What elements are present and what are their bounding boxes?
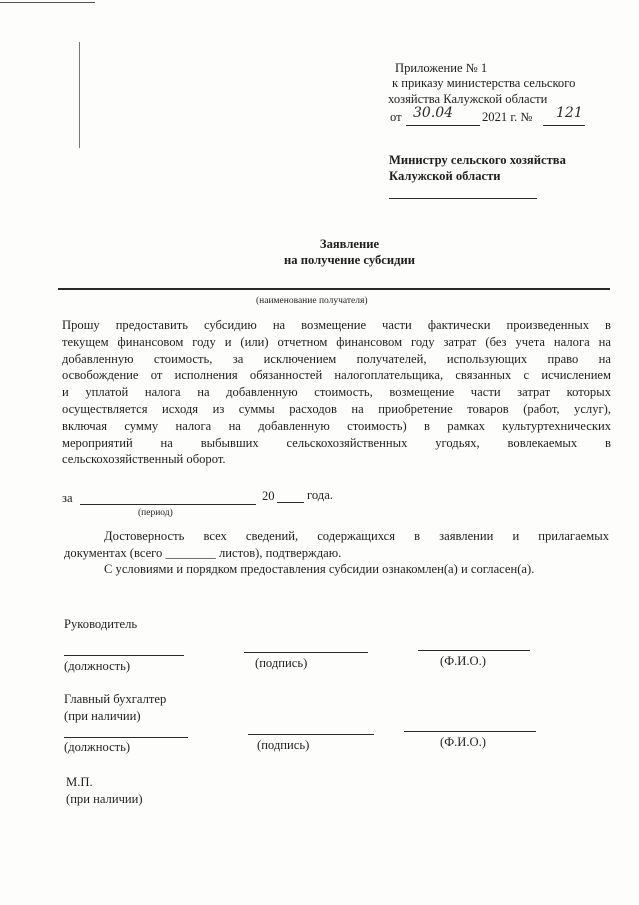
appendix-date-prefix: от bbox=[390, 110, 402, 124]
period-prefix: за bbox=[62, 491, 73, 505]
accountant-position-line[interactable] bbox=[64, 737, 188, 738]
appendix-number-handwritten: 121 bbox=[556, 105, 583, 121]
recipient-line bbox=[58, 288, 610, 290]
left-scan-line bbox=[79, 42, 80, 148]
document-title: Заявление bbox=[319, 237, 380, 251]
period-field[interactable] bbox=[80, 504, 256, 505]
body-paragraph bbox=[62, 317, 611, 468]
body-line: мероприятий на выбывших сельскохозяйственных угодьях, вовлекаемых в bbox=[62, 435, 611, 450]
body-line: добавленную стоимость, за исключением получателей, использующих право на bbox=[62, 351, 611, 366]
confirm-line-3: С условиями и порядком предоставления субсидии ознакомлен(а) и согласен(а). bbox=[104, 562, 535, 576]
head-signature-caption: (подпись) bbox=[255, 656, 308, 670]
head-signature-line[interactable] bbox=[244, 652, 368, 653]
appendix-year-number: 2021 г. № bbox=[482, 110, 533, 124]
body-line: Прошу предоставить субсидию на возмещение части фактически произведенных в bbox=[62, 318, 611, 332]
top-scan-line bbox=[0, 2, 95, 3]
body-line: сельскохозяйственный оборот. bbox=[62, 452, 226, 467]
head-position-caption: (должность) bbox=[64, 659, 131, 673]
head-name-line[interactable] bbox=[418, 650, 530, 651]
accountant-name-caption: (Ф.И.О.) bbox=[440, 735, 486, 749]
accountant-position-caption: (должность) bbox=[64, 740, 131, 754]
head-title: Руководитель bbox=[64, 617, 138, 631]
body-line: осуществляется исходя из суммы расходов на приобретение товаров (работ, услуг), bbox=[62, 401, 611, 416]
body-line: включая сумму налога на добавленную стоимость) в рамках культуртехнических bbox=[62, 418, 611, 433]
accountant-name-line[interactable] bbox=[404, 731, 536, 732]
appendix-line-2: к приказу министерства сельского bbox=[392, 76, 576, 90]
period-caption: (период) bbox=[138, 508, 173, 518]
stamp-note: (при наличии) bbox=[66, 792, 143, 806]
addressee-line-1: Министру сельского хозяйства bbox=[389, 153, 566, 167]
period-suffix: года. bbox=[307, 488, 333, 502]
confirm-line-1: Достоверность всех сведений, содержащихся в заявлении и прилагаемых bbox=[104, 529, 609, 543]
body-line: и уплатой налога на добавленную стоимость, возмещение части затрат которых bbox=[62, 385, 611, 400]
head-position-line[interactable] bbox=[64, 655, 184, 656]
accountant-signature-caption: (подпись) bbox=[257, 738, 310, 752]
period-year-prefix: 20 bbox=[262, 489, 275, 503]
period-year-field[interactable] bbox=[277, 502, 304, 503]
accountant-title: Главный бухгалтер bbox=[64, 692, 167, 706]
appendix-line-3: хозяйства Калужской области bbox=[388, 92, 548, 106]
appendix-date-handwritten: 30.04 bbox=[413, 105, 454, 121]
document-subtitle: на получение субсидии bbox=[284, 253, 415, 267]
accountant-signature-line[interactable] bbox=[248, 734, 374, 735]
head-name-caption: (Ф.И.О.) bbox=[440, 654, 486, 668]
number-underline bbox=[543, 125, 585, 126]
appendix-line-1: Приложение № 1 bbox=[395, 61, 488, 75]
addressee-line-2: Калужской области bbox=[389, 169, 501, 183]
stamp-label: М.П. bbox=[66, 775, 93, 789]
body-line: освобождение от исполнения обязанностей налогоплательщика, связанных с исчислением bbox=[62, 368, 611, 383]
date-underline bbox=[406, 125, 480, 126]
body-line: текущем финансовом году и (или) отчетном финансовом году затрат (без учета налога на bbox=[62, 334, 611, 349]
confirm-line-2: документах (всего ________ листов), подтверждаю. bbox=[64, 546, 342, 560]
addressee-signature-line bbox=[389, 198, 537, 199]
accountant-title-note: (при наличии) bbox=[64, 709, 141, 723]
recipient-caption: (наименование получателя) bbox=[256, 296, 368, 306]
